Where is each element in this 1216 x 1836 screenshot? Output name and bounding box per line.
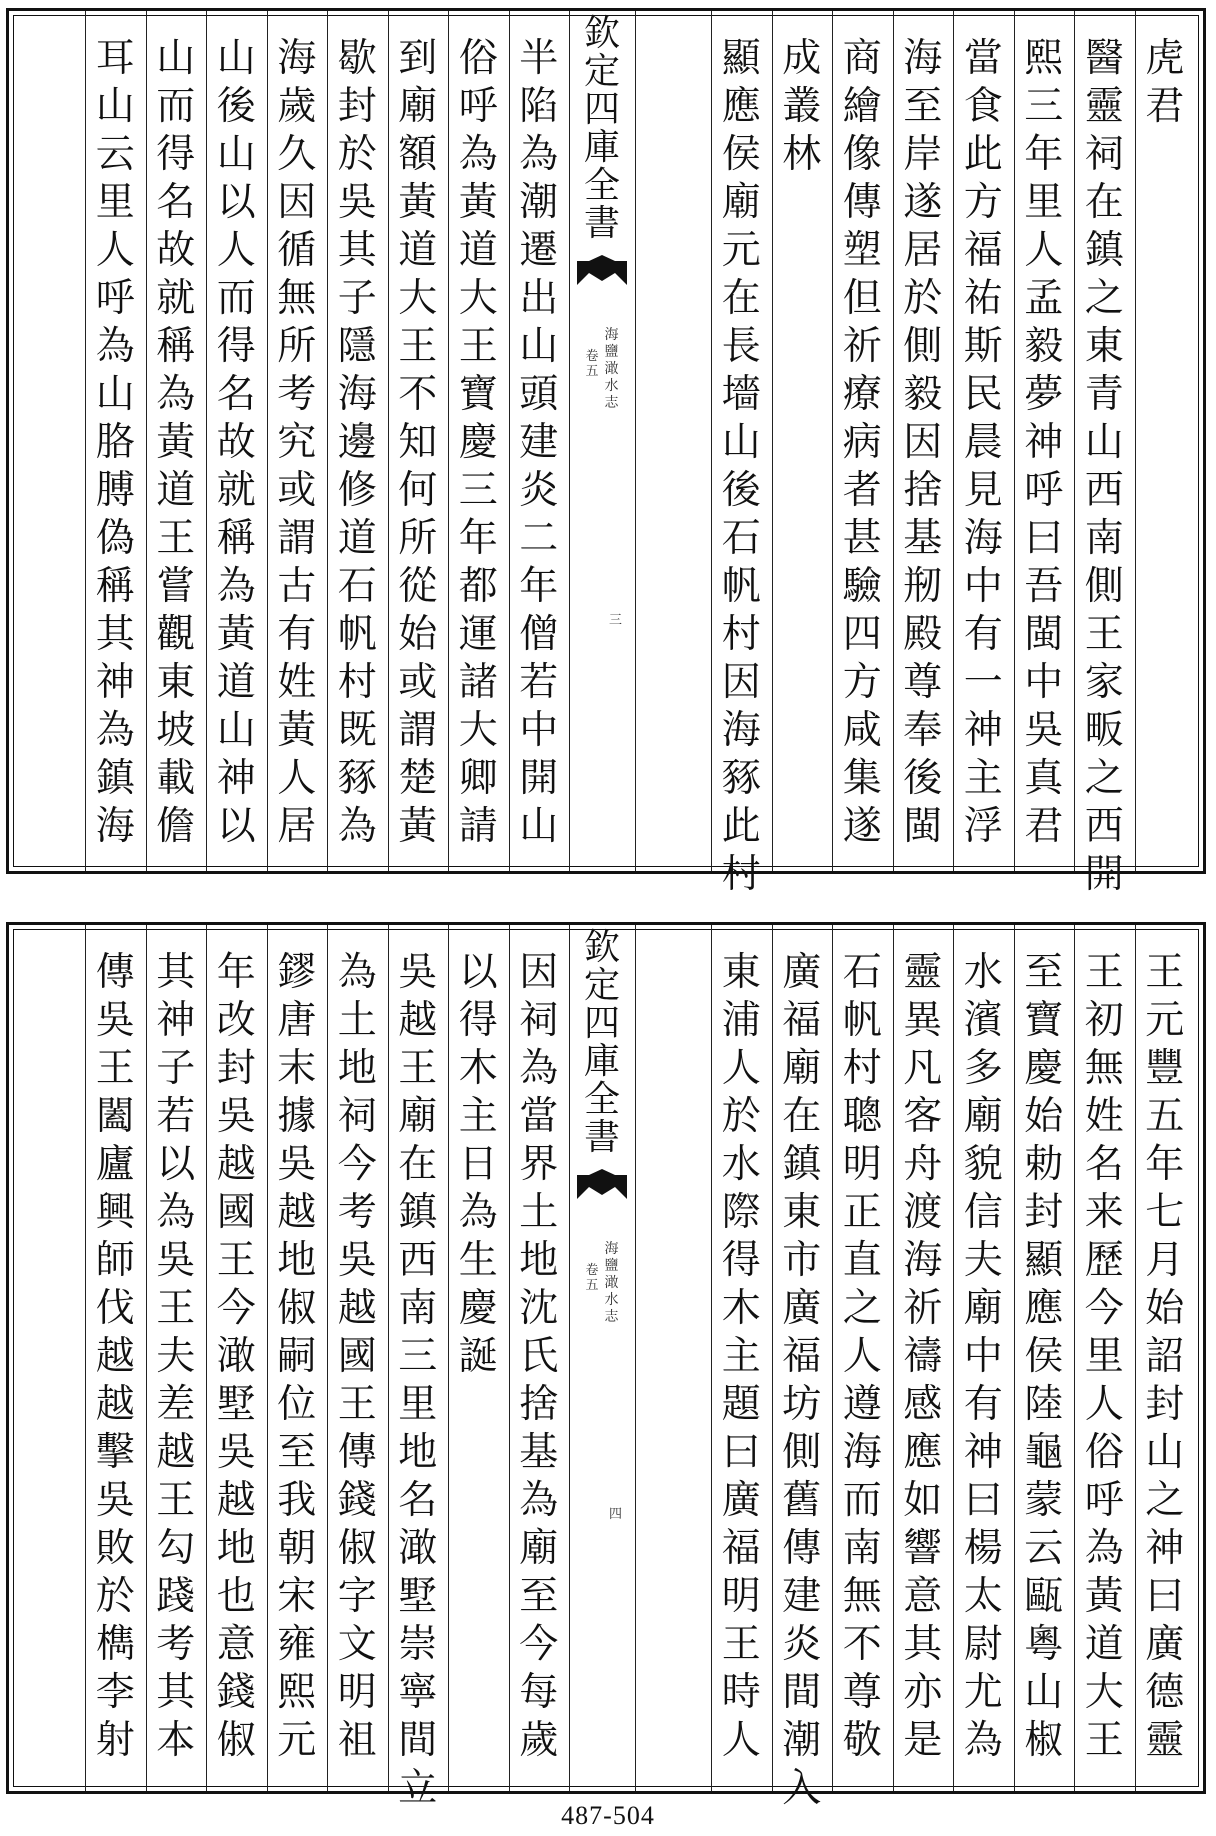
column-rule [146,925,147,1791]
text-column: 水 濱 多 廟 貌 信 夫 廟 中 有 神 曰 楊 太 尉 尤 為 [963,950,1003,1763]
text-column: 以 得 木 主 日 為 生 慶 誕 [458,950,498,1379]
bottom-book-page [6,922,1206,1811]
column-rule [206,925,207,1791]
text-column: 海 歲 久 因 循 無 所 考 究 或 謂 古 有 姓 黃 人 居 [277,36,317,849]
book-title: 欽 定 四 庫 全 書 [583,927,620,1158]
text-column: 山 後 山 以 人 而 得 名 故 就 稱 為 黃 道 山 神 以 [216,36,256,849]
text-column: 其 神 子 若 以 為 吳 王 夫 差 越 王 勾 踐 考 其 本 [156,950,196,1763]
text-column: 王 元 豐 五 年 七 月 始 詔 封 山 之 神 曰 廣 德 靈 [1145,950,1185,1763]
text-column: 石 帆 村 聰 明 正 直 之 人 遵 海 而 南 無 不 尊 敬 [842,950,882,1763]
text-column: 成 叢 林 [782,36,822,177]
column-rule [388,11,389,871]
text-column: 歇 封 於 吳 其 子 隱 海 邊 修 道 石 帆 村 既 豩 為 [337,36,377,849]
book-title: 欽 定 四 庫 全 書 [583,13,620,244]
juan-number: 卷 五 [585,1263,599,1293]
column-rule [327,11,328,871]
scan-page-number: 487-504 [561,1801,655,1830]
column-rule [146,11,147,871]
text-column: 商 繪 像 傳 塑 但 祈 療 病 者 甚 驗 四 方 咸 集 遂 [842,36,882,849]
column-rule [85,11,86,871]
column-rule [1135,11,1136,871]
text-column: 虎 君 [1145,36,1185,129]
center-rule [569,11,570,871]
column-rule [772,11,773,871]
column-rule [1014,11,1015,871]
column-rule [85,925,86,1791]
column-rule [509,925,510,1791]
fishtail-mark-icon [575,1167,629,1201]
column-rule [893,925,894,1791]
text-column: 山 而 得 名 故 就 稱 為 黃 道 王 嘗 觀 東 坡 載 儋 [156,36,196,849]
column-rule [1135,925,1136,1791]
column-rule [1074,925,1075,1791]
center-rule [635,11,636,871]
text-column: 熙 三 年 里 人 孟 毅 夢 神 呼 曰 吾 閩 中 吳 真 君 [1024,36,1064,849]
text-column: 耳 山 云 里 人 呼 為 山 胳 膊 偽 稱 其 神 為 鎮 海 [95,36,135,849]
text-column: 為 土 地 祠 今 考 吳 越 國 王 傳 錢 俶 字 文 明 祖 [337,950,377,1763]
text-column: 傳 吳 王 闔 廬 興 師 伐 越 越 擊 吳 敗 於 檇 李 射 [95,950,135,1763]
text-column: 因 祠 為 當 界 土 地 沈 氏 捨 基 為 廟 至 今 每 歲 [519,950,559,1763]
column-rule [267,11,268,871]
column-rule [711,925,712,1791]
column-rule [206,11,207,871]
leaf-number: 三 [609,613,623,628]
text-column: 吳 越 王 廟 在 鎮 西 南 三 里 地 名 澉 墅 崇 寧 間 立 [398,950,438,1811]
text-column: 王 初 無 姓 名 来 歷 今 里 人 俗 呼 為 黃 道 大 王 [1084,950,1124,1763]
column-rule [772,925,773,1791]
leaf-number: 四 [609,1507,623,1522]
column-rule [509,11,510,871]
text-column: 顯 應 侯 廟 元 在 長 墻 山 後 石 帆 村 因 海 豩 此 村 [721,36,761,897]
center-fold [569,11,635,871]
text-column: 鏐 唐 末 據 吳 越 地 俶 嗣 位 至 我 朝 宋 雍 熙 元 [277,950,317,1763]
center-rule [635,925,636,1791]
column-rule [711,11,712,871]
center-rule [569,925,570,1791]
fishtail-mark-icon [575,253,629,287]
column-rule [953,11,954,871]
text-column: 海 至 岸 遂 居 於 側 毅 因 捨 基 剏 殿 尊 奉 後 閩 [903,36,943,849]
fishtail-book-name: 海 鹽 澉 水 志 [604,327,619,411]
column-rule [893,11,894,871]
top-book-page [6,8,1206,897]
text-column: 廣 福 廟 在 鎮 東 市 廣 福 坊 側 舊 傳 建 炎 間 潮 入 [782,950,822,1811]
center-fold [569,925,635,1791]
text-column: 俗 呼 為 黃 道 大 王 寶 慶 三 年 都 運 諸 大 卿 請 [458,36,498,849]
text-column: 至 寶 慶 始 勅 封 顯 應 侯 陸 龜 蒙 云 甌 粵 山 椒 [1024,950,1064,1763]
text-column: 醫 靈 祠 在 鎮 之 東 青 山 西 南 側 王 家 畈 之 西 開 [1084,36,1124,897]
text-column: 東 浦 人 於 水 際 得 木 主 題 曰 廣 福 明 王 時 人 [721,950,761,1763]
column-rule [953,925,954,1791]
column-rule [327,925,328,1791]
column-rule [388,925,389,1791]
text-column: 靈 異 凡 客 舟 渡 海 祈 禱 感 應 如 響 意 其 亦 是 [903,950,943,1763]
column-rule [267,925,268,1791]
column-rule [448,11,449,871]
column-rule [1074,11,1075,871]
column-rule [832,925,833,1791]
column-rule [448,925,449,1791]
text-column: 半 陷 為 潮 遷 出 山 頭 建 炎 二 年 僧 若 中 開 山 [519,36,559,849]
juan-number: 卷 五 [585,349,599,379]
text-column: 年 改 封 吳 越 國 王 今 澉 墅 吳 越 地 也 意 錢 俶 [216,950,256,1763]
text-column: 當 食 此 方 福 祐 斯 民 晨 見 海 中 有 一 神 主 浮 [963,36,1003,849]
text-column: 到 廟 額 黃 道 大 王 不 知 何 所 從 始 或 謂 楚 黃 [398,36,438,849]
column-rule [1014,925,1015,1791]
column-rule [832,11,833,871]
fishtail-book-name: 海 鹽 澉 水 志 [604,1241,619,1325]
